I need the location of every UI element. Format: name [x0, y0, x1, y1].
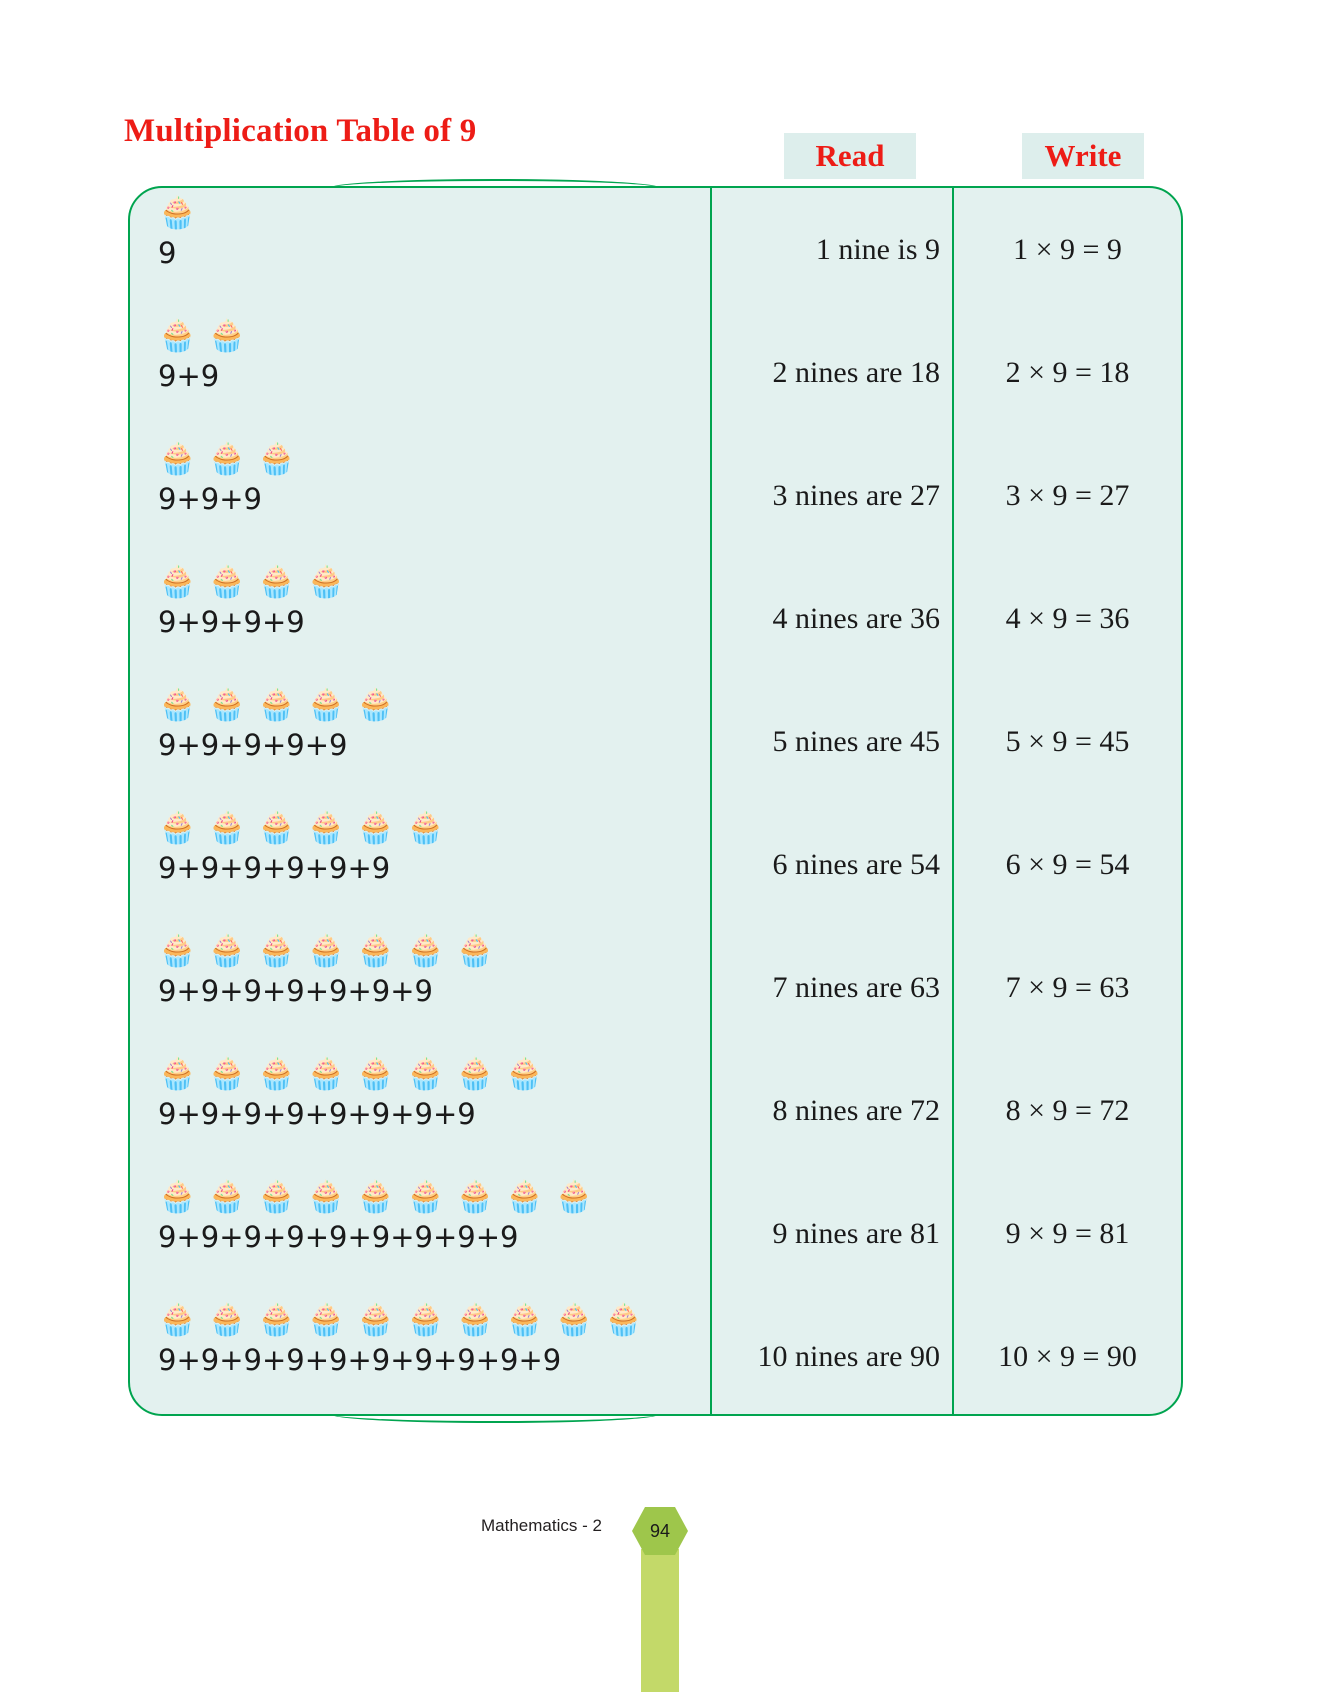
repeated-addition-text: 9+9+9+9+9+9+9	[158, 974, 433, 1008]
basket-icon-group: 🧁🧁🧁🧁🧁🧁🧁🧁	[158, 1056, 555, 1091]
column-header-read: Read	[784, 133, 916, 179]
basket-icon-group: 🧁🧁🧁🧁🧁🧁🧁🧁🧁🧁	[158, 1302, 654, 1337]
write-cell: 4 × 9 = 36	[1005, 601, 1130, 635]
repeated-addition-text: 9+9+9+9+9+9+9+9+9	[158, 1220, 519, 1254]
table-row	[130, 680, 1181, 803]
picture-cell	[152, 803, 702, 926]
write-cell: 6 × 9 = 54	[1005, 847, 1130, 881]
picture-cell	[152, 1172, 702, 1295]
table-row	[130, 188, 1181, 311]
repeated-addition-text: 9+9+9+9+9+9+9+9+9+9	[158, 1343, 562, 1377]
table-rows	[130, 188, 1181, 1414]
table-row	[130, 311, 1181, 434]
basket-icon-group: 🧁🧁🧁🧁🧁🧁	[158, 810, 456, 845]
write-cell: 9 × 9 = 81	[1005, 1216, 1130, 1250]
picture-cell	[152, 188, 702, 311]
write-cell: 10 × 9 = 90	[998, 1339, 1137, 1373]
read-cell: 10 nines are 90	[757, 1339, 940, 1373]
picture-cell	[152, 1049, 702, 1172]
footer-subject-label: Mathematics - 2	[481, 1516, 602, 1535]
basket-icon-group: 🧁🧁🧁🧁🧁🧁🧁	[158, 933, 506, 968]
read-cell: 8 nines are 72	[772, 1093, 940, 1127]
read-cell: 9 nines are 81	[772, 1216, 940, 1250]
table-row	[130, 1295, 1181, 1418]
picture-cell	[152, 311, 702, 434]
table-row	[130, 1172, 1181, 1295]
basket-icon-group: 🧁🧁🧁	[158, 441, 307, 476]
table-row	[130, 1049, 1181, 1172]
table-row	[130, 434, 1181, 557]
column-header-write: Write	[1022, 133, 1144, 179]
picture-cell	[152, 926, 702, 1049]
repeated-addition-text: 9+9+9+9	[158, 605, 305, 639]
basket-icon-group: 🧁🧁🧁🧁🧁🧁🧁🧁🧁	[158, 1179, 605, 1214]
read-cell: 6 nines are 54	[772, 847, 940, 881]
read-cell: 4 nines are 36	[772, 601, 940, 635]
write-cell: 2 × 9 = 18	[1005, 355, 1130, 389]
table-row	[130, 926, 1181, 1049]
write-cell: 8 × 9 = 72	[1005, 1093, 1130, 1127]
basket-icon-group: 🧁🧁	[158, 318, 258, 353]
basket-icon-group: 🧁🧁🧁🧁	[158, 564, 357, 599]
basket-icon-group: 🧁🧁🧁🧁🧁	[158, 687, 406, 722]
write-cell: 3 × 9 = 27	[1005, 478, 1130, 512]
repeated-addition-text: 9+9+9+9+9	[158, 728, 348, 762]
page-number: 94	[649, 1520, 671, 1541]
picture-cell	[152, 434, 702, 557]
read-cell: 2 nines are 18	[772, 355, 940, 389]
repeated-addition-text: 9+9+9+9+9+9+9+9	[158, 1097, 476, 1131]
repeated-addition-text: 9+9+9	[158, 482, 262, 516]
table-row	[130, 557, 1181, 680]
write-cell: 7 × 9 = 63	[1005, 970, 1130, 1004]
read-cell: 1 nine is 9	[815, 232, 940, 266]
footer-bar	[641, 1549, 679, 1692]
read-cell: 5 nines are 45	[772, 724, 940, 758]
repeated-addition-text: 9	[158, 236, 177, 270]
read-cell: 3 nines are 27	[772, 478, 940, 512]
picture-cell	[152, 1295, 702, 1418]
basket-icon-group: 🧁	[158, 195, 208, 230]
table-row	[130, 803, 1181, 926]
picture-cell	[152, 680, 702, 803]
page-title: Multiplication Table of 9	[124, 113, 477, 149]
write-cell: 1 × 9 = 9	[1013, 232, 1122, 266]
table-panel	[128, 186, 1183, 1416]
read-cell: 7 nines are 63	[772, 970, 940, 1004]
repeated-addition-text: 9+9+9+9+9+9	[158, 851, 391, 885]
picture-cell	[152, 557, 702, 680]
write-cell: 5 × 9 = 45	[1005, 724, 1130, 758]
repeated-addition-text: 9+9	[158, 359, 220, 393]
